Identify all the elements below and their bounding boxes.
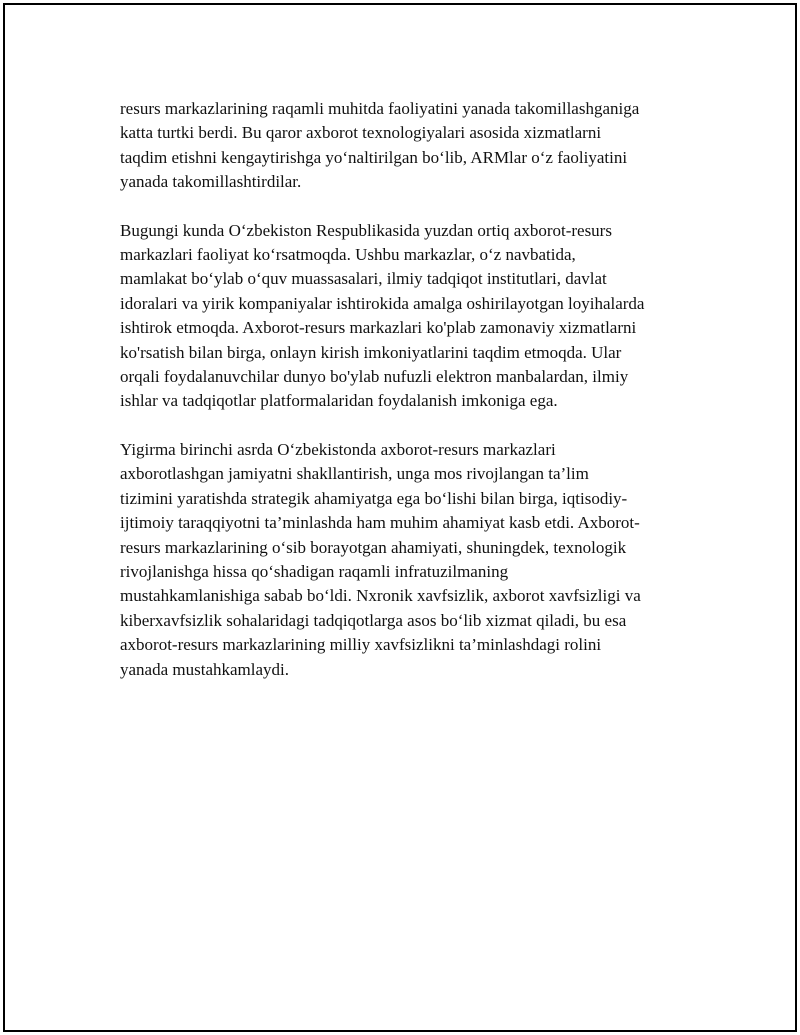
text-line: mustahkamlanishiga sabab bo‘ldi. Nxronik xavfsizlik, axborot xavfsizligi va [120, 586, 641, 606]
document-body [120, 97, 690, 706]
text-line: resurs markazlarining raqamli muhitda faoliyatini yanada takomillashganiga [120, 99, 640, 118]
text-line: ishtirok etmoqda. Axborot-resurs markazlari ko'plab zamonaviy xizmatlarni [120, 318, 637, 338]
text-line: katta turtki berdi. Bu qaror axborot texnologiyalari asosida xizmatlarni [120, 123, 602, 143]
text-line: taqdim etishni kengaytirishga yo‘naltirilgan bo‘lib, ARMlar o‘z faoliyatini [120, 147, 628, 167]
text-line: ko'rsatish bilan birga, onlayn kirish imkoniyatlarini taqdim etmoqda. Ular [120, 342, 622, 362]
text-line: markazlari faoliyat ko‘rsatmoqda. Ushbu markazlar, o‘z navbatida, [120, 245, 576, 265]
document-page [3, 3, 797, 1032]
text-line: Bugungi kunda O‘zbekiston Respublikasida yuzdan ortiq axborot-resurs [120, 220, 612, 240]
paragraph-3 [120, 438, 690, 682]
text-line: orqali foydalanuvchilar dunyo bo'ylab nufuzli elektron manbalardan, ilmiy [120, 367, 629, 387]
text-line: axborot-resurs markazlarining milliy xavfsizlikni ta’minlashdagi rolini [120, 635, 602, 655]
paragraph-1 [120, 97, 690, 195]
text-line: yanada takomillashtirdilar. [120, 172, 302, 192]
text-line: idoralari va yirik kompaniyalar ishtirokida amalga oshirilayotgan loyihalarda [120, 293, 645, 313]
text-line: ishlar va tadqiqotlar platformalaridan foydalanish imkoniga ega. [120, 391, 558, 411]
text-line: kiberxavfsizlik sohalaridagi tadqiqotlarga asos bo‘lib xizmat qiladi, bu esa [120, 610, 627, 630]
text-line: yanada mustahkamlaydi. [120, 659, 290, 679]
text-line: mamlakat bo‘ylab o‘quv muassasalari, ilmiy tadqiqot institutlari, davlat [120, 269, 607, 289]
text-line: axborotlashgan jamiyatni shakllantirish, unga mos rivojlangan ta’lim [120, 464, 589, 484]
text-line: Yigirma birinchi asrda O‘zbekistonda axborot-resurs markazlari [120, 439, 556, 459]
text-line: ijtimoiy taraqqiyotni ta’minlashda ham muhim ahamiyat kasb etdi. Axborot- [120, 513, 640, 533]
text-line: resurs markazlarining o‘sib borayotgan ahamiyati, shuningdek, texnologik [120, 537, 627, 557]
text-line: rivojlanishga hissa qo‘shadigan raqamli infratuzilmaning [120, 561, 509, 581]
text-line: tizimini yaratishda strategik ahamiyatga ega bo‘lishi bilan birga, iqtisodiy- [120, 488, 628, 508]
paragraph-2 [120, 219, 690, 414]
